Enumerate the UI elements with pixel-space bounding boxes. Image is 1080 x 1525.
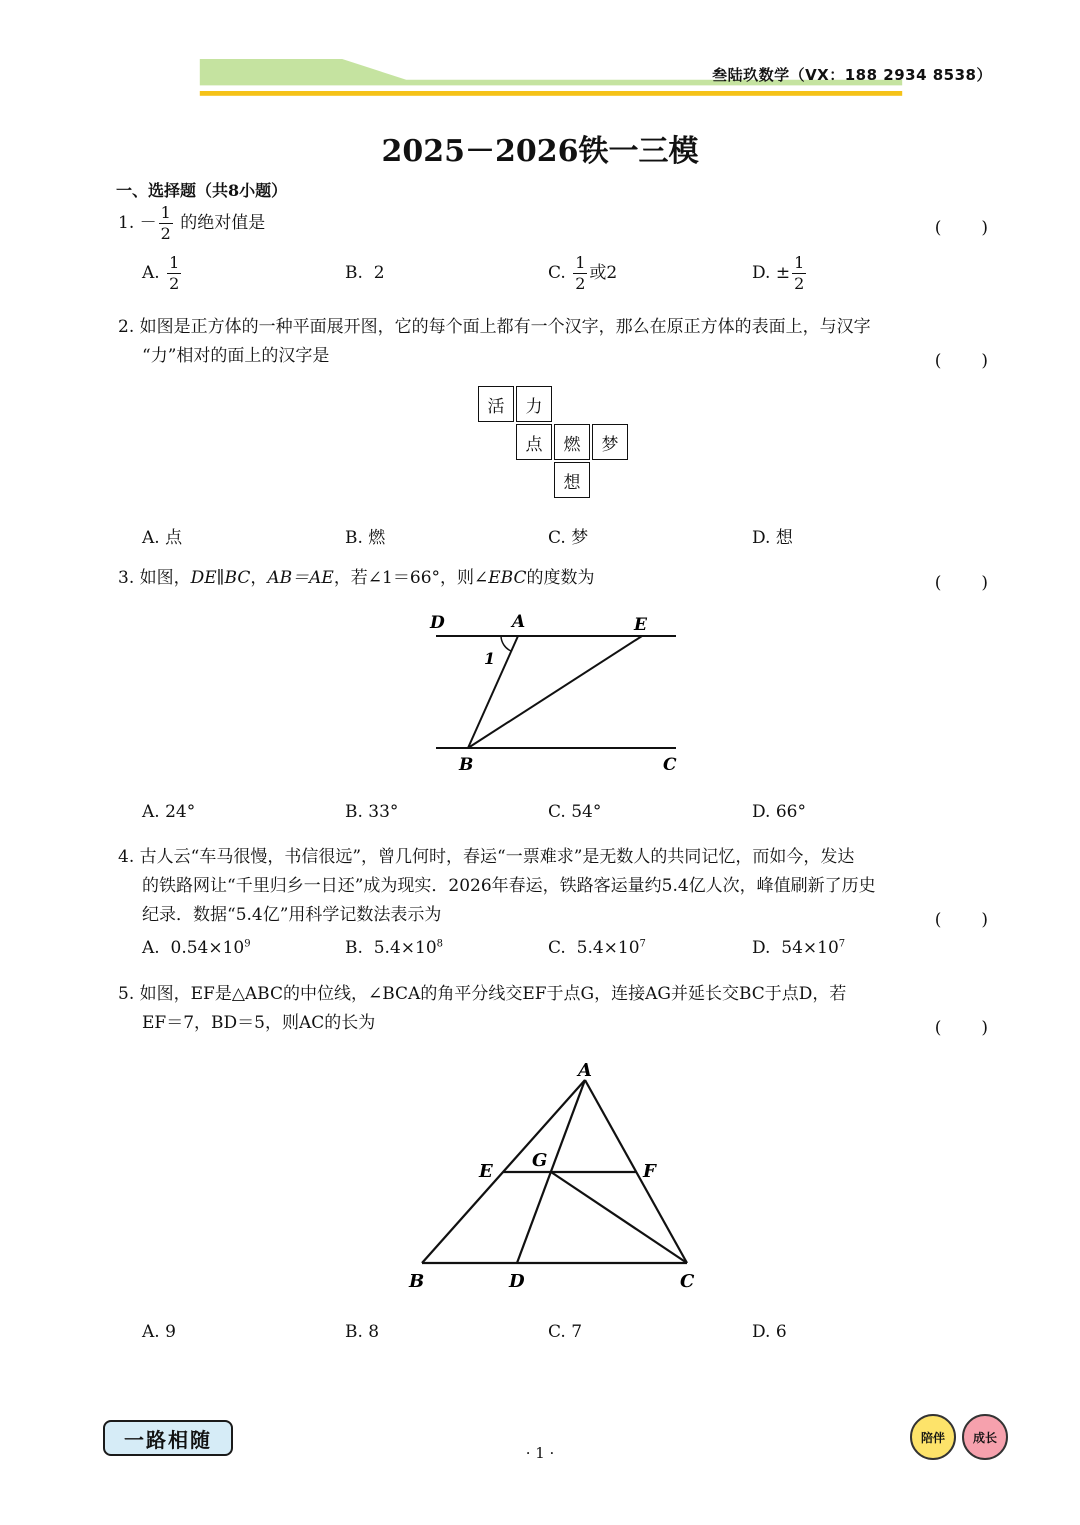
label-c: C xyxy=(680,1271,695,1292)
q3-option-b[interactable]: B. 33° xyxy=(345,802,399,822)
q5-option-b[interactable]: B. 8 xyxy=(345,1322,380,1342)
q2-option-d[interactable]: D. 想 xyxy=(752,528,793,548)
q4-option-a[interactable]: A. $0.54\times 10^9$ xyxy=(142,938,251,958)
net-cell-huo: 活 xyxy=(478,386,514,422)
badge-companion: 陪伴 xyxy=(910,1414,956,1460)
label-b: B xyxy=(459,755,474,775)
question-2-line2: “力”相对的面上的汉字是 xyxy=(142,346,330,366)
label-b: B xyxy=(409,1271,425,1292)
label-d: D xyxy=(509,1271,525,1292)
net-cell-xiang: 想 xyxy=(554,462,590,498)
question-1: 1. － $\frac{1}{2}$ 的绝对值是 xyxy=(118,203,266,243)
label-angle-1: 1 xyxy=(484,649,496,668)
label-d: D xyxy=(430,613,445,633)
q3-figure xyxy=(420,608,690,778)
q1-option-d[interactable]: D. ± $\frac{1}{2}$ xyxy=(752,253,805,293)
page-number: · 1 · xyxy=(525,1444,555,1462)
q5-option-d[interactable]: D. 6 xyxy=(752,1322,787,1342)
question-5-line1: 5. 如图，EF是△ABC的中位线，∠BCA的角平分线交EF于点G，连接AG并延长交BC于点D，若 xyxy=(118,984,847,1004)
q5-option-a[interactable]: A. 9 xyxy=(142,1322,176,1342)
q4-option-c[interactable]: C. $5.4\times 10^7$ xyxy=(548,938,646,958)
label-g: G xyxy=(532,1150,548,1171)
answer-paren-1: ( ) xyxy=(934,218,990,238)
angle-1-arc xyxy=(501,636,511,651)
label-f: F xyxy=(643,1161,656,1182)
cube-net xyxy=(478,386,630,500)
header-contact-text: 叁陆玖数学（VX：188 2934 8538） xyxy=(712,66,992,84)
badge-growth: 成长 xyxy=(962,1414,1008,1460)
net-cell-meng: 梦 xyxy=(592,424,628,460)
label-a: A xyxy=(512,612,526,632)
answer-paren-2: ( ) xyxy=(934,351,990,371)
q1-option-c[interactable]: C. $\frac{1}{2}$ 或2 xyxy=(548,253,618,293)
q2-option-a[interactable]: A. 点 xyxy=(142,528,183,548)
label-c: C xyxy=(663,755,677,775)
net-cell-li: 力 xyxy=(516,386,552,422)
q4-option-b[interactable]: B. $5.4\times 10^8$ xyxy=(345,938,444,958)
net-cell-ran: 燃 xyxy=(554,424,590,460)
footer-tag: 一路相随 xyxy=(103,1420,233,1456)
section-title: 一、选择题（共8小题） xyxy=(116,181,288,200)
question-3: 3. 如图，DE∥BC，AB＝AE，若∠1＝66°，则∠EBC的度数为 xyxy=(118,568,595,588)
question-2-line1: 2. 如图是正方体的一种平面展开图，它的每个面上都有一个汉字，那么在原正方体的表面上，与汉字 xyxy=(118,317,871,337)
question-4-line3: 纪录．数据“5.4亿”用科学记数法表示为 xyxy=(142,905,442,925)
answer-paren-3: ( ) xyxy=(934,573,990,593)
q5-figure xyxy=(400,1052,710,1297)
label-e: E xyxy=(634,615,647,635)
q1-fraction: $\frac{1}{2}$ xyxy=(160,203,171,243)
question-4-line2: 的铁路网让“千里归乡一日还”成为现实．2026年春运，铁路客运量约5.4亿人次，峰值刷新了历史 xyxy=(142,876,876,896)
question-4-line1: 4. 古人云“车马很慢，书信很远”，曾几何时，春运“一票难求”是无数人的共同记忆，而如今，发达 xyxy=(118,847,855,867)
q5-option-c[interactable]: C. 7 xyxy=(548,1322,583,1342)
answer-paren-5: ( ) xyxy=(934,1018,990,1038)
q1-option-a[interactable]: A. $\frac{1}{2}$ xyxy=(142,253,180,293)
question-5-line2: EF＝7，BD＝5，则AC的长为 xyxy=(142,1013,376,1033)
q2-option-b[interactable]: B. 燃 xyxy=(345,528,386,548)
answer-paren-4: ( ) xyxy=(934,910,990,930)
q1-option-b[interactable]: B. 2 xyxy=(345,263,385,283)
label-a: A xyxy=(578,1060,592,1081)
label-e: E xyxy=(479,1161,493,1182)
segment-cg xyxy=(551,1172,687,1263)
q3-option-a[interactable]: A. 24° xyxy=(142,802,196,822)
q3-option-c[interactable]: C. 54° xyxy=(548,802,602,822)
q4-option-d[interactable]: D. $54\times 10^7$ xyxy=(752,938,846,958)
q2-option-c[interactable]: C. 梦 xyxy=(548,528,589,548)
q3-option-d[interactable]: D. 66° xyxy=(752,802,806,822)
net-cell-dian: 点 xyxy=(516,424,552,460)
page-title: 2025－2026铁一三模 xyxy=(381,134,699,169)
